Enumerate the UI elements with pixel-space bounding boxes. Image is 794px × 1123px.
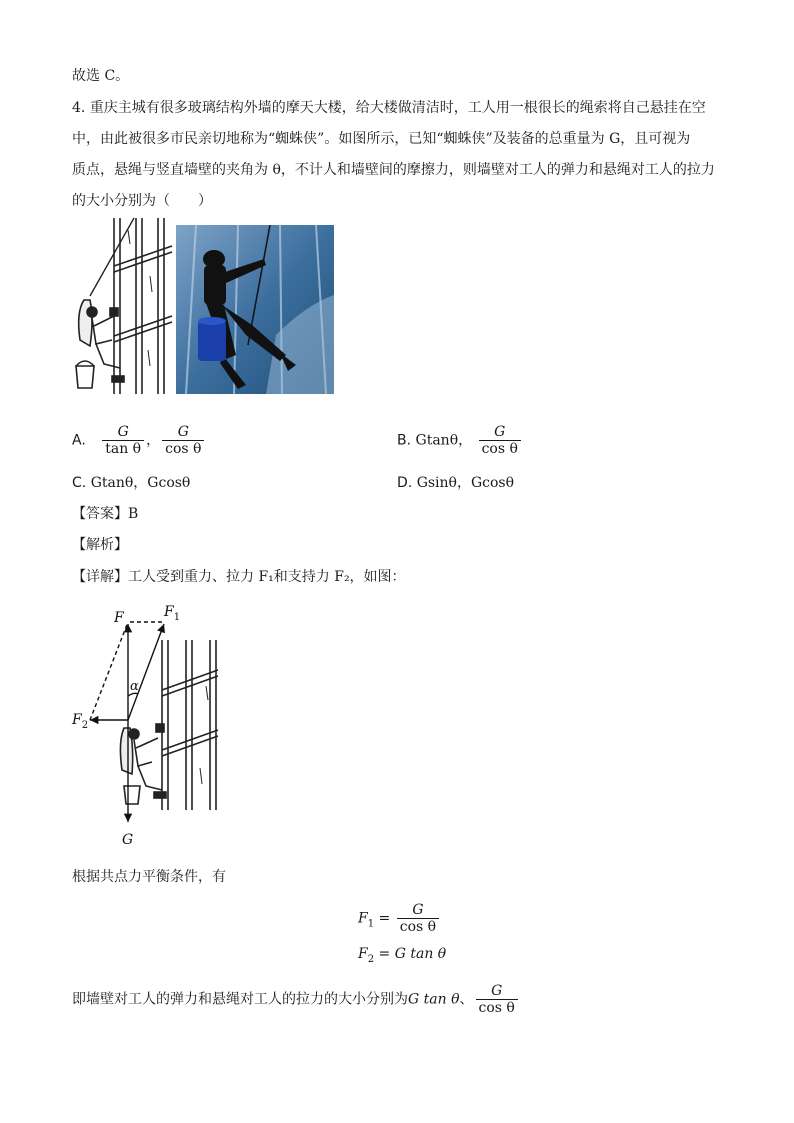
previous-answer: 故选 C。	[72, 68, 130, 84]
eq2-sub: 2	[367, 953, 375, 965]
option-b-text: Gtanθ，	[415, 432, 473, 449]
fraction-numerator: G	[491, 983, 503, 999]
question-line-1	[72, 98, 706, 118]
equation-2	[358, 946, 446, 965]
fraction-denominator: cos θ	[162, 440, 204, 457]
window-cleaner-photo	[176, 225, 334, 394]
conclusion-separator: 、	[459, 991, 474, 1008]
detail-text: 工人受到重力、拉力 F₁和支持力 F₂，如图：	[128, 569, 406, 585]
label-g: G	[122, 832, 134, 848]
option-a[interactable]	[72, 424, 206, 457]
option-c[interactable]	[72, 473, 190, 493]
conclusion-value-1: G tan θ	[408, 991, 460, 1008]
fraction-denominator: cos θ	[397, 918, 439, 935]
answer-label: 【答案】	[72, 506, 128, 522]
fraction-numerator: G	[177, 424, 189, 440]
condition-text: 根据共点力平衡条件，有	[72, 869, 226, 885]
separator: ，	[146, 432, 161, 449]
conclusion-text: 即墙壁对工人的弹力和悬绳对工人的拉力的大小分别为	[72, 991, 408, 1008]
label-f: F	[114, 610, 124, 626]
detail-label: 【详解】	[72, 569, 128, 585]
label-alpha: α	[130, 679, 139, 694]
force-diagram	[66, 600, 226, 850]
option-a-frac-1	[102, 424, 144, 457]
conclusion-fraction	[476, 983, 518, 1016]
analysis-label: 【解析】	[72, 537, 128, 553]
eq2-lhs: F	[358, 946, 368, 962]
eq1-sub: 1	[367, 918, 375, 930]
fraction-denominator: cos θ	[476, 999, 518, 1016]
option-a-label: A.	[72, 432, 86, 449]
option-b-frac	[479, 424, 521, 457]
fraction-numerator: G	[412, 902, 424, 918]
option-c-text: Gtanθ，Gcosθ	[90, 475, 191, 491]
label-f1: $F_1$	[164, 604, 181, 623]
fraction-denominator: cos θ	[479, 440, 521, 457]
equation-1	[358, 902, 441, 935]
label-f2: $F_2$	[72, 712, 89, 731]
option-d[interactable]	[397, 473, 514, 493]
eq1-lhs: F	[358, 910, 368, 927]
fraction-numerator: G	[494, 424, 506, 440]
window-cleaner-sketch	[70, 216, 174, 398]
question-line-3: 质点，悬绳与竖直墙壁的夹角为 θ，不计人和墙壁间的摩擦力，则墙壁对工人的弹力和悬绳对工人的拉力	[72, 162, 715, 178]
option-c-label: C.	[72, 475, 87, 491]
answer-line	[72, 504, 138, 524]
eq1-equals: =	[374, 910, 395, 927]
detail-line	[72, 567, 406, 587]
question-line-4: 的大小分别为（ ）	[72, 193, 212, 209]
option-b-label: B.	[397, 432, 412, 449]
answer-value: B	[128, 506, 139, 522]
eq2-rhs: = G tan θ	[374, 946, 447, 962]
fraction-numerator: G	[117, 424, 129, 440]
eq1-fraction	[397, 902, 439, 935]
option-a-frac-2	[162, 424, 204, 457]
conclusion-line	[72, 983, 520, 1016]
question-line-2: 中，由此被很多市民亲切地称为“蜘蛛侠”。如图所示，已知“蜘蛛侠”及装备的总重量为 G，且可视为	[72, 131, 691, 147]
option-d-label: D.	[397, 475, 413, 491]
option-d-text: Gsinθ，Gcosθ	[416, 475, 515, 491]
question-text-1: 重庆主城有很多玻璃结构外墙的摩天大楼，给大楼做清洁时，工人用一根很长的绳索将自己悬挂在空	[89, 100, 706, 116]
option-b[interactable]	[397, 424, 523, 457]
question-number: 4.	[72, 100, 86, 116]
fraction-denominator: tan θ	[102, 440, 144, 457]
